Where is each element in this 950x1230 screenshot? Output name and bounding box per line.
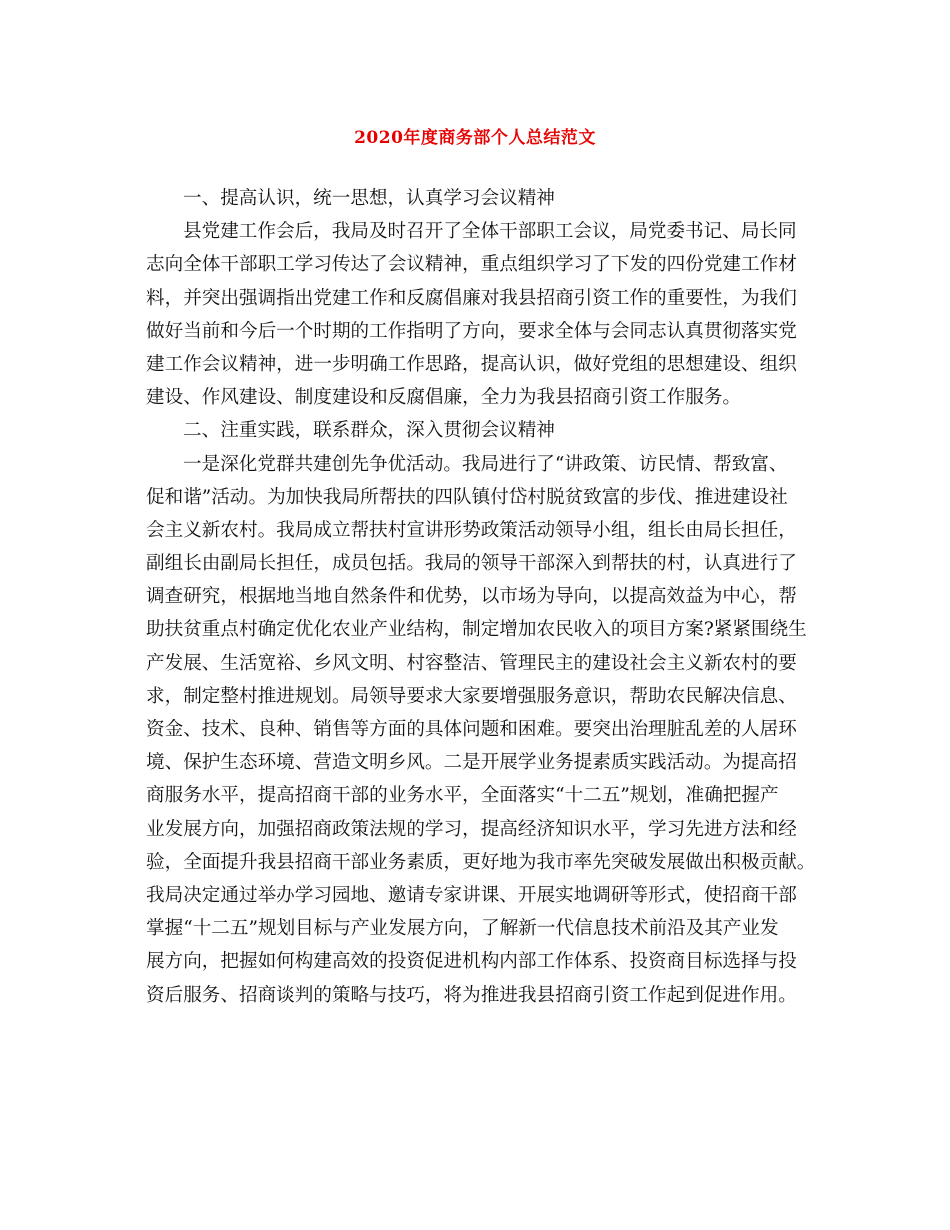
text-line: 一、提高认识，统一思想，认真学习会议精神 — [183, 188, 555, 209]
text-line: 二、注重实践，联系群众，深入贯彻会议精神 — [183, 420, 555, 442]
text-line: 促和谐”活动。为加快我局所帮扶的四队镇付岱村脱贫致富的步伐、推进建设社 — [146, 486, 788, 508]
text-line: 调查研究，根据地当地自然条件和优势，以市场为导向，以提高效益为中心，帮 — [146, 586, 797, 608]
text-line: 资后服务、招商谈判的策略与技巧，将为推进我县招商引资工作起到促进作用。 — [146, 984, 797, 1006]
text-line: 商服务水平，提高招商干部的业务水平，全面落实“十二五”规划，准确把握产 — [146, 785, 779, 807]
page-title: 2020年度商务部个人总结范文 — [354, 128, 596, 148]
text-line: 验，全面提升我县招商干部业务素质，更好地为我市率先突破发展做出积极贡献。 — [146, 851, 816, 873]
document-body — [146, 182, 814, 1012]
text-line: 做好当前和今后一个时期的工作指明了方向，要求全体与会同志认真贯彻落实党 — [146, 320, 797, 342]
text-line: 资金、技术、良种、销售等方面的具体问题和困难。要突出治理脏乱差的人居环 — [146, 719, 797, 740]
text-line: 会主义新农村。我局成立帮扶村宣讲形势政策活动领导小组，组长由局长担任， — [146, 519, 797, 541]
text-line: 县党建工作会后，我局及时召开了全体干部职工会议，局党委书记、局长同 — [183, 221, 797, 243]
text-line: 境、保护生态环境、营造文明乡风。二是开展学业务提素质实践活动。为提高招 — [146, 752, 797, 774]
text-line: 建工作会议精神，进一步明确工作思路，提高认识，做好党组的思想建设、组织 — [146, 353, 797, 375]
text-line: 我局决定通过举办学习园地、邀请专家讲课、开展实地调研等形式，使招商干部 — [146, 884, 797, 906]
text-line: 业发展方向，加强招商政策法规的学习，提高经济知识水平，学习先进方法和经 — [146, 818, 797, 840]
text-line: 料，并突出强调指出党建工作和反腐倡廉对我县招商引资工作的重要性，为我们 — [146, 287, 797, 309]
text-line: 助扶贫重点村确定优化农业产业结构，制定增加农民收入的项目方案?紧紧围绕生 — [146, 619, 807, 641]
text-line: 副组长由副局长担任，成员包括。我局的领导干部深入到帮扶的村，认真进行了 — [146, 553, 797, 575]
text-line: 掌握“十二五”规划目标与产业发展方向，了解新一代信息技术前沿及其产业发 — [146, 918, 779, 940]
text-line: 志向全体干部职工学习传达了会议精神，重点组织学习了下发的四份党建工作材 — [146, 254, 797, 276]
text-line: 一是深化党群共建创先争优活动。我局进行了“讲政策、访民情、帮致富、 — [183, 453, 788, 475]
text-line: 展方向，把握如何构建高效的投资促进机构内部工作体系、投资商目标选择与投 — [146, 951, 797, 973]
text-line: 求，制定整村推进规划。局领导要求大家要增强服务意识，帮助农民解决信息、 — [146, 685, 797, 707]
text-line: 建设、作风建设、制度建设和反腐倡廉，全力为我县招商引资工作服务。 — [146, 387, 742, 409]
text-line: 产发展、生活宽裕、乡风文明、村容整洁、管理民主的建设社会主义新农村的要 — [146, 652, 797, 674]
